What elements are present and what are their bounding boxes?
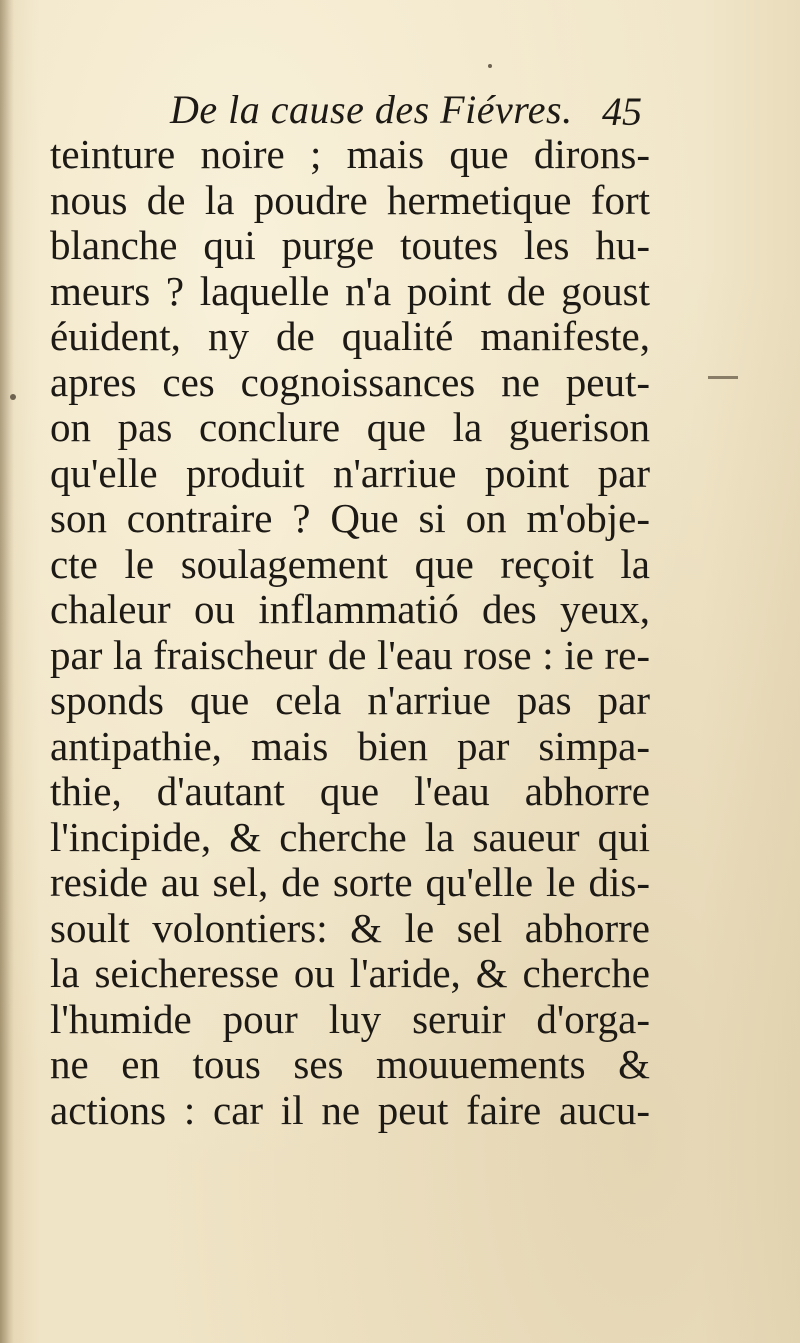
text-line: cte le soulagement que reçoit la	[50, 540, 650, 587]
text-line: son contraire ? Que si on m'obje-	[50, 495, 650, 541]
body-text	[50, 132, 650, 1133]
text-line: l'incipide, & cherche la saueur qui	[50, 813, 650, 860]
text-line: ne en tous ses mouuements &	[50, 1041, 650, 1087]
binding-shadow	[0, 0, 14, 1343]
text-line: soult volontiers: & le sel abhorre	[50, 904, 650, 951]
text-line: éuident, ny de qualité manifeste,	[50, 313, 650, 359]
text-line: thie, d'autant que l'eau abhorre	[50, 768, 650, 814]
text-line: on pas conclure que la guerison	[50, 404, 650, 450]
text-line: reside au sel, de sorte qu'elle le dis-	[50, 859, 650, 905]
text-line: sponds que cela n'arriue pas par	[50, 677, 650, 723]
text-line: actions : car il ne peut faire aucu-	[50, 1086, 650, 1133]
text-line: l'humide pour luy seruir d'orga-	[50, 995, 650, 1042]
text-line: la seicheresse ou l'aride, & cherche	[50, 950, 650, 996]
text-line: meurs ? laquelle n'a point de goust	[50, 267, 650, 314]
margin-mark	[708, 376, 738, 379]
page-number: 45	[602, 89, 642, 134]
text-line: par la fraischeur de l'eau rose : ie re-	[50, 631, 650, 678]
text-line: qu'elle produit n'arriue point par	[50, 449, 650, 496]
running-head: De la cause des Fiévres.	[170, 87, 573, 132]
ink-speck	[488, 64, 492, 68]
text-line: antipathie, mais bien par simpa-	[50, 722, 650, 769]
ink-speck	[10, 394, 16, 400]
text-line: teinture noire ; mais que dirons-	[50, 131, 650, 177]
text-line: blanche qui purge toutes les hu-	[50, 222, 650, 268]
text-line: chaleur ou inflammatió des yeux,	[50, 586, 650, 632]
text-line: nous de la poudre hermetique fort	[50, 176, 650, 223]
text-line: apres ces cognoissances ne peut-	[50, 358, 650, 405]
